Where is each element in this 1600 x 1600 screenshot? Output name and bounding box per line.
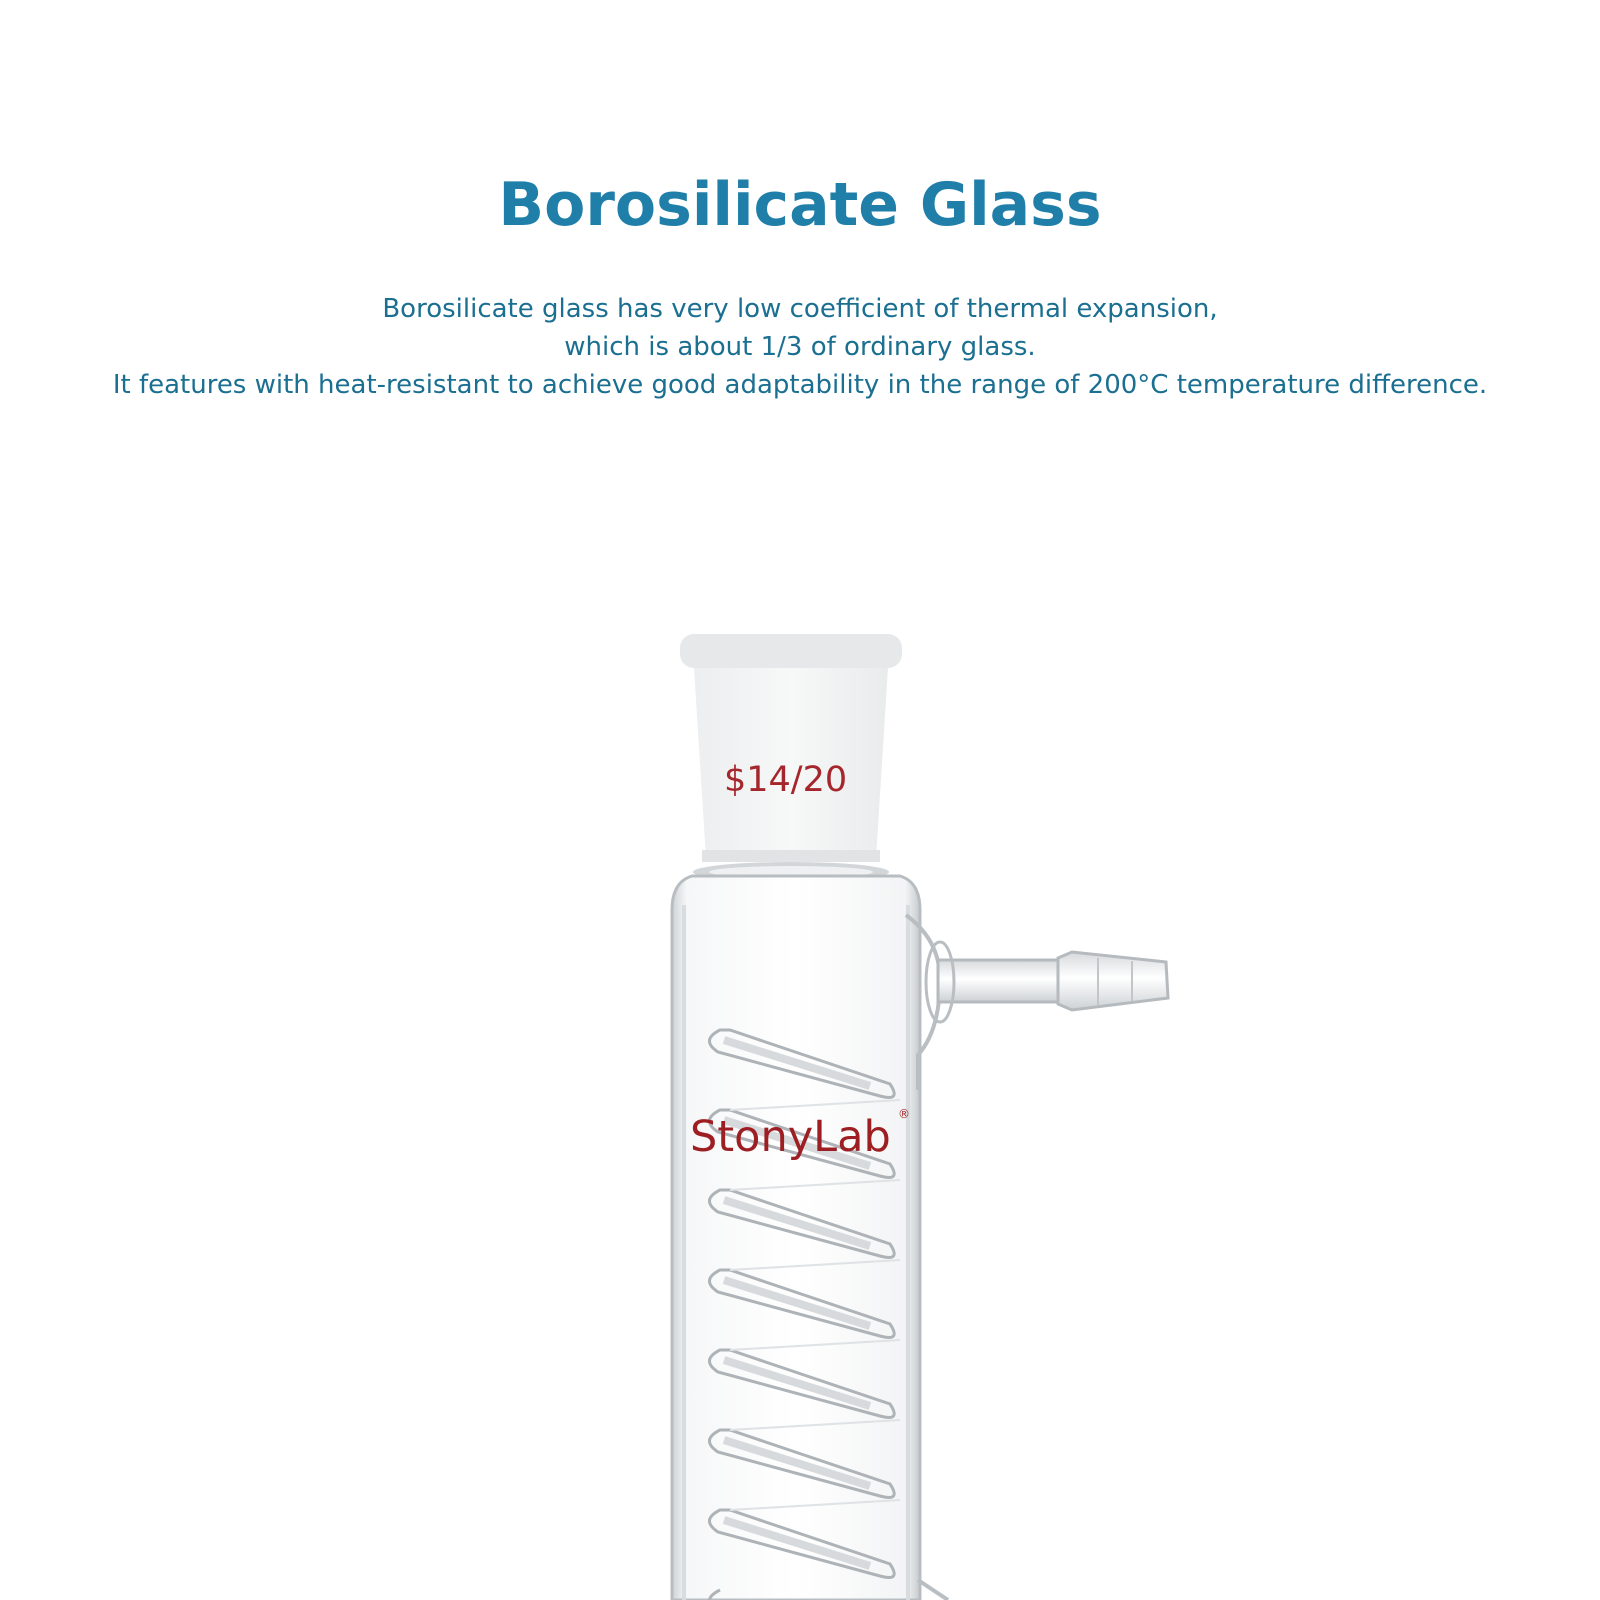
brand-label: StonyLab — [690, 1112, 891, 1162]
description-line-3: It features with heat-resistant to achieve good adaptability in the range of 200°C temperature difference. — [112, 370, 1488, 400]
joint-size-label: $14/20 — [724, 760, 848, 800]
lower-side-arm — [918, 1580, 948, 1600]
heading: Borosilicate Glass — [498, 170, 1102, 240]
description-line-1: Borosilicate glass has very low coefficient of thermal expansion, — [382, 294, 1218, 324]
description-line-2: which is about 1/3 of ordinary glass. — [564, 332, 1036, 362]
ground-glass-joint — [680, 634, 902, 882]
hose-barb-side-arm — [906, 915, 1168, 1090]
condenser-jacket — [672, 876, 920, 1600]
registered-mark: ® — [898, 1107, 910, 1121]
